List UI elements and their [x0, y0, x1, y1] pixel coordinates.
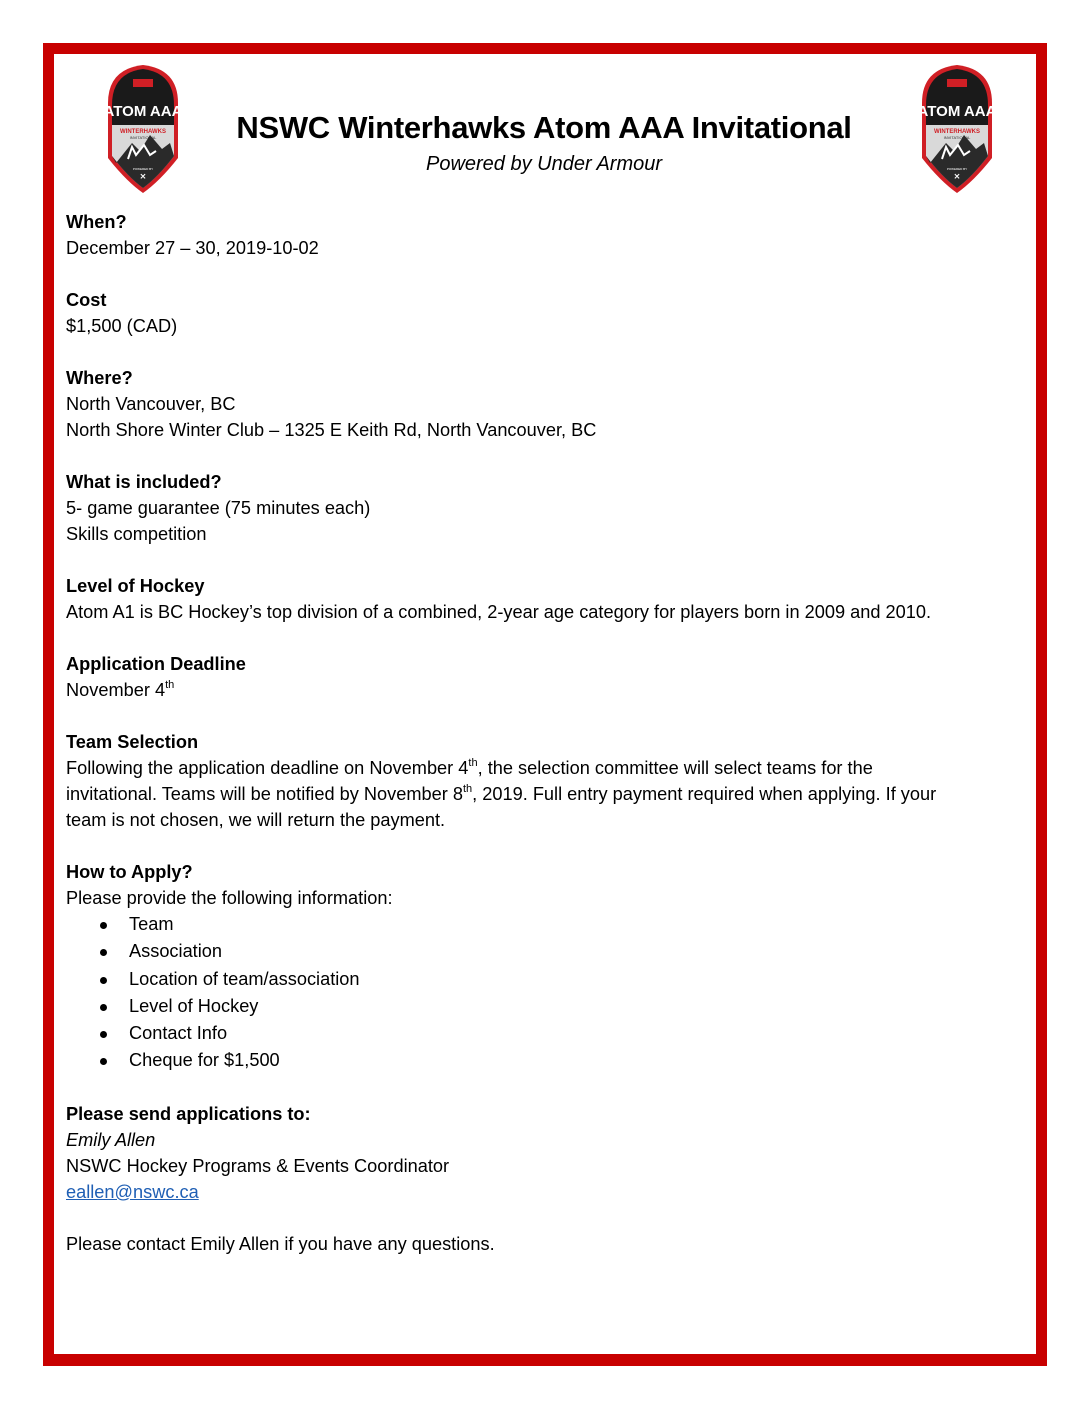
- section-text: November 4th: [66, 678, 175, 700]
- list-item: Team: [66, 911, 1026, 938]
- section-text: December 27 – 30, 2019-10-02: [66, 238, 319, 258]
- section-text: Please provide the following information:: [66, 888, 393, 908]
- svg-text:WINTERHAWKS: WINTERHAWKS: [934, 129, 980, 135]
- list-item: Location of team/association: [66, 966, 1026, 993]
- section-text: North Vancouver, BC: [66, 394, 236, 414]
- svg-text:INVITATIONAL: INVITATIONAL: [943, 135, 971, 140]
- section-included: [66, 469, 1026, 547]
- section-level: [66, 573, 1026, 625]
- svg-text:ATOM AAA: ATOM AAA: [103, 103, 183, 120]
- section-heading: How to Apply?: [66, 862, 193, 882]
- closing-text: Please contact Emily Allen if you have any questions.: [66, 1233, 495, 1254]
- section-heading: Please send applications to:: [66, 1103, 311, 1124]
- section-when: [66, 209, 1026, 261]
- section-heading: Team Selection: [66, 732, 199, 752]
- svg-text:⨯: ⨯: [953, 172, 961, 181]
- requirements-list: [66, 911, 1026, 1075]
- svg-text:ATOM AAA: ATOM AAA: [917, 103, 997, 120]
- list-item: Association: [66, 938, 1026, 965]
- contact-email-link[interactable]: eallen@nswc.ca: [66, 1181, 199, 1202]
- svg-text:WINTERHAWKS: WINTERHAWKS: [120, 129, 166, 135]
- section-heading: Level of Hockey: [66, 576, 205, 596]
- contact-name: Emily Allen: [66, 1129, 156, 1150]
- list-item: Contact Info: [66, 1020, 1026, 1047]
- section-heading: What is included?: [66, 472, 222, 492]
- section-text: North Shore Winter Club – 1325 E Keith Rd, North Vancouver, BC: [66, 420, 597, 440]
- section-text: Atom A1 is BC Hockey’s top division of a combined, 2-year age category for players born in 2009 and 2010.: [66, 602, 932, 622]
- section-cost: [66, 287, 1026, 339]
- page-subtitle: Powered by Under Armour: [425, 153, 663, 175]
- section-selection: [66, 729, 1026, 833]
- section-send: [66, 1101, 1026, 1205]
- section-text: $1,500 (CAD): [66, 316, 178, 336]
- section-text: Skills competition: [66, 524, 207, 544]
- section-deadline: [66, 651, 1026, 703]
- list-item: Cheque for $1,500: [66, 1047, 1026, 1074]
- section-heading: When?: [66, 212, 127, 232]
- section-heading: Where?: [66, 368, 133, 388]
- section-apply: [66, 859, 1026, 1075]
- document-body: [66, 209, 1026, 1257]
- section-text: Following the application deadline on November 4th, the selection committee will select teams for the: [66, 756, 873, 778]
- section-heading: Application Deadline: [66, 654, 246, 674]
- svg-text:POWERED BY: POWERED BY: [946, 167, 968, 171]
- section-heading: Cost: [66, 290, 107, 310]
- section-text: 5- game guarantee (75 minutes each): [66, 498, 371, 518]
- svg-text:⨯: ⨯: [139, 172, 147, 181]
- section-text: invitational. Teams will be notified by November 8th, 2019. Full entry payment required when applying. If your: [66, 782, 937, 804]
- svg-text:INVITATIONAL: INVITATIONAL: [129, 135, 157, 140]
- page-title: NSWC Winterhawks Atom AAA Invitational: [236, 110, 852, 145]
- contact-role: NSWC Hockey Programs & Events Coordinator: [66, 1155, 450, 1176]
- list-item: Level of Hockey: [66, 993, 1026, 1020]
- svg-text:POWERED BY: POWERED BY: [132, 167, 154, 171]
- section-text: team is not chosen, we will return the payment.: [66, 810, 446, 830]
- section-where: [66, 365, 1026, 443]
